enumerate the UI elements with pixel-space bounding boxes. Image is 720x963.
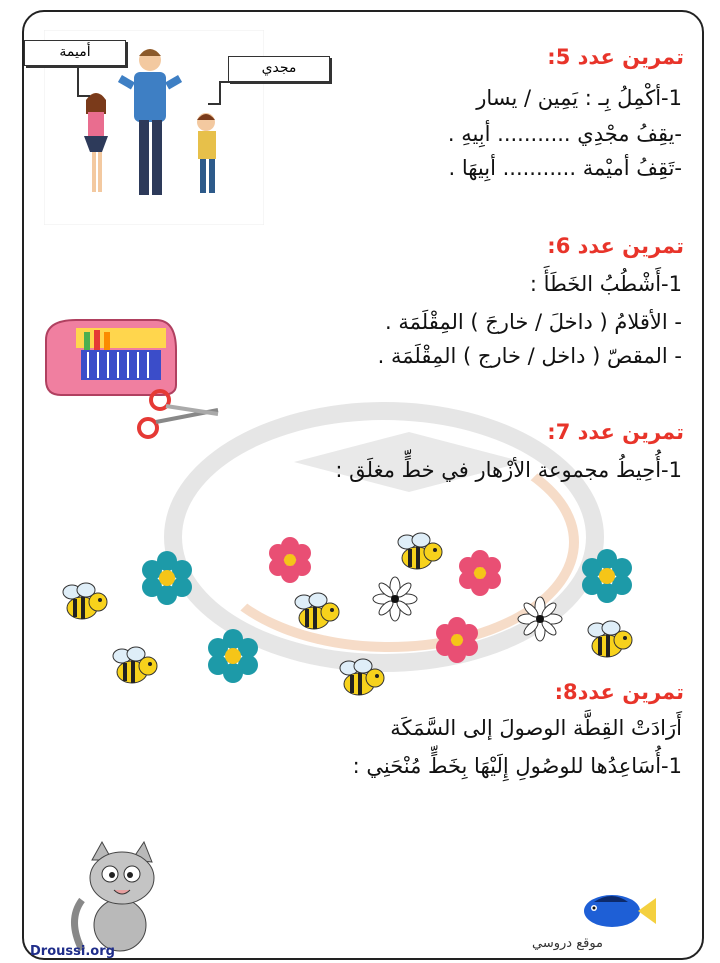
exercise-6-title: تمرين عدد 6: bbox=[547, 234, 684, 258]
pink-flower-2 bbox=[455, 548, 505, 598]
label-arrows bbox=[60, 60, 250, 110]
exercise-5-title: تمرين عدد 5: bbox=[547, 45, 684, 69]
exercise-8-title: تمرين عدد8: bbox=[554, 680, 684, 704]
exercise-5-instruction: 1-أكْمِلُ بِـ : يَمِين / يسار bbox=[476, 86, 682, 110]
exercise-7-title: تمرين عدد 7: bbox=[547, 420, 684, 444]
bee-5 bbox=[337, 656, 389, 702]
bee-1 bbox=[60, 580, 112, 626]
cat-illustration bbox=[62, 840, 172, 955]
fish-illustration bbox=[580, 890, 658, 932]
pink-flower-1 bbox=[265, 535, 315, 585]
girl-name-text: أميمة bbox=[59, 44, 91, 60]
exercise-5-line-2: -تَقِفُ أميْمة ........... أبِيهَا . bbox=[448, 156, 682, 180]
boy-name-text: مجدي bbox=[261, 60, 297, 76]
teal-flower-3 bbox=[577, 546, 637, 606]
bee-4 bbox=[110, 644, 162, 690]
exercise-8-line-1: أَرَادَتْ القِطَّة الوصولَ إلى السَّمَكَة bbox=[390, 716, 682, 740]
exercise-5-line-1: -يقِفُ مجْدِي ........... أبِيهِ . bbox=[447, 122, 682, 146]
exercise-7-instruction: 1-أُحِيطُ مجموعة الأزْهار في خطٍّ مغلَق : bbox=[335, 458, 682, 482]
site-watermark-left: Droussi.org bbox=[30, 944, 115, 959]
teal-flower-1 bbox=[137, 548, 197, 608]
bee-3 bbox=[292, 590, 344, 636]
pencil-case-illustration bbox=[36, 300, 226, 440]
exercise-6-line-1: - الأقلامُ ( داخلَ / خارجَ ) المِقْلَمَة . bbox=[385, 310, 682, 334]
bee-6 bbox=[585, 618, 637, 664]
site-watermark-right: موقع دروسي bbox=[532, 936, 604, 951]
white-daisy-1 bbox=[370, 574, 420, 624]
white-daisy-2 bbox=[515, 594, 565, 644]
teal-flower-2 bbox=[203, 626, 263, 686]
exercise-8-line-2: 1-أُسَاعِدُها للوصُولِ إِلَيْهَا بِخَطٍّ مُنْحَنِي : bbox=[352, 754, 682, 778]
pink-flower-3 bbox=[432, 615, 482, 665]
exercise-6-instruction: 1-أَشْطُبُ الخَطَأَ : bbox=[529, 272, 682, 296]
bee-2 bbox=[395, 530, 447, 576]
exercise-6-line-2: - المقصّ ( داخل / خارج ) المِقْلَمَة . bbox=[377, 344, 682, 368]
